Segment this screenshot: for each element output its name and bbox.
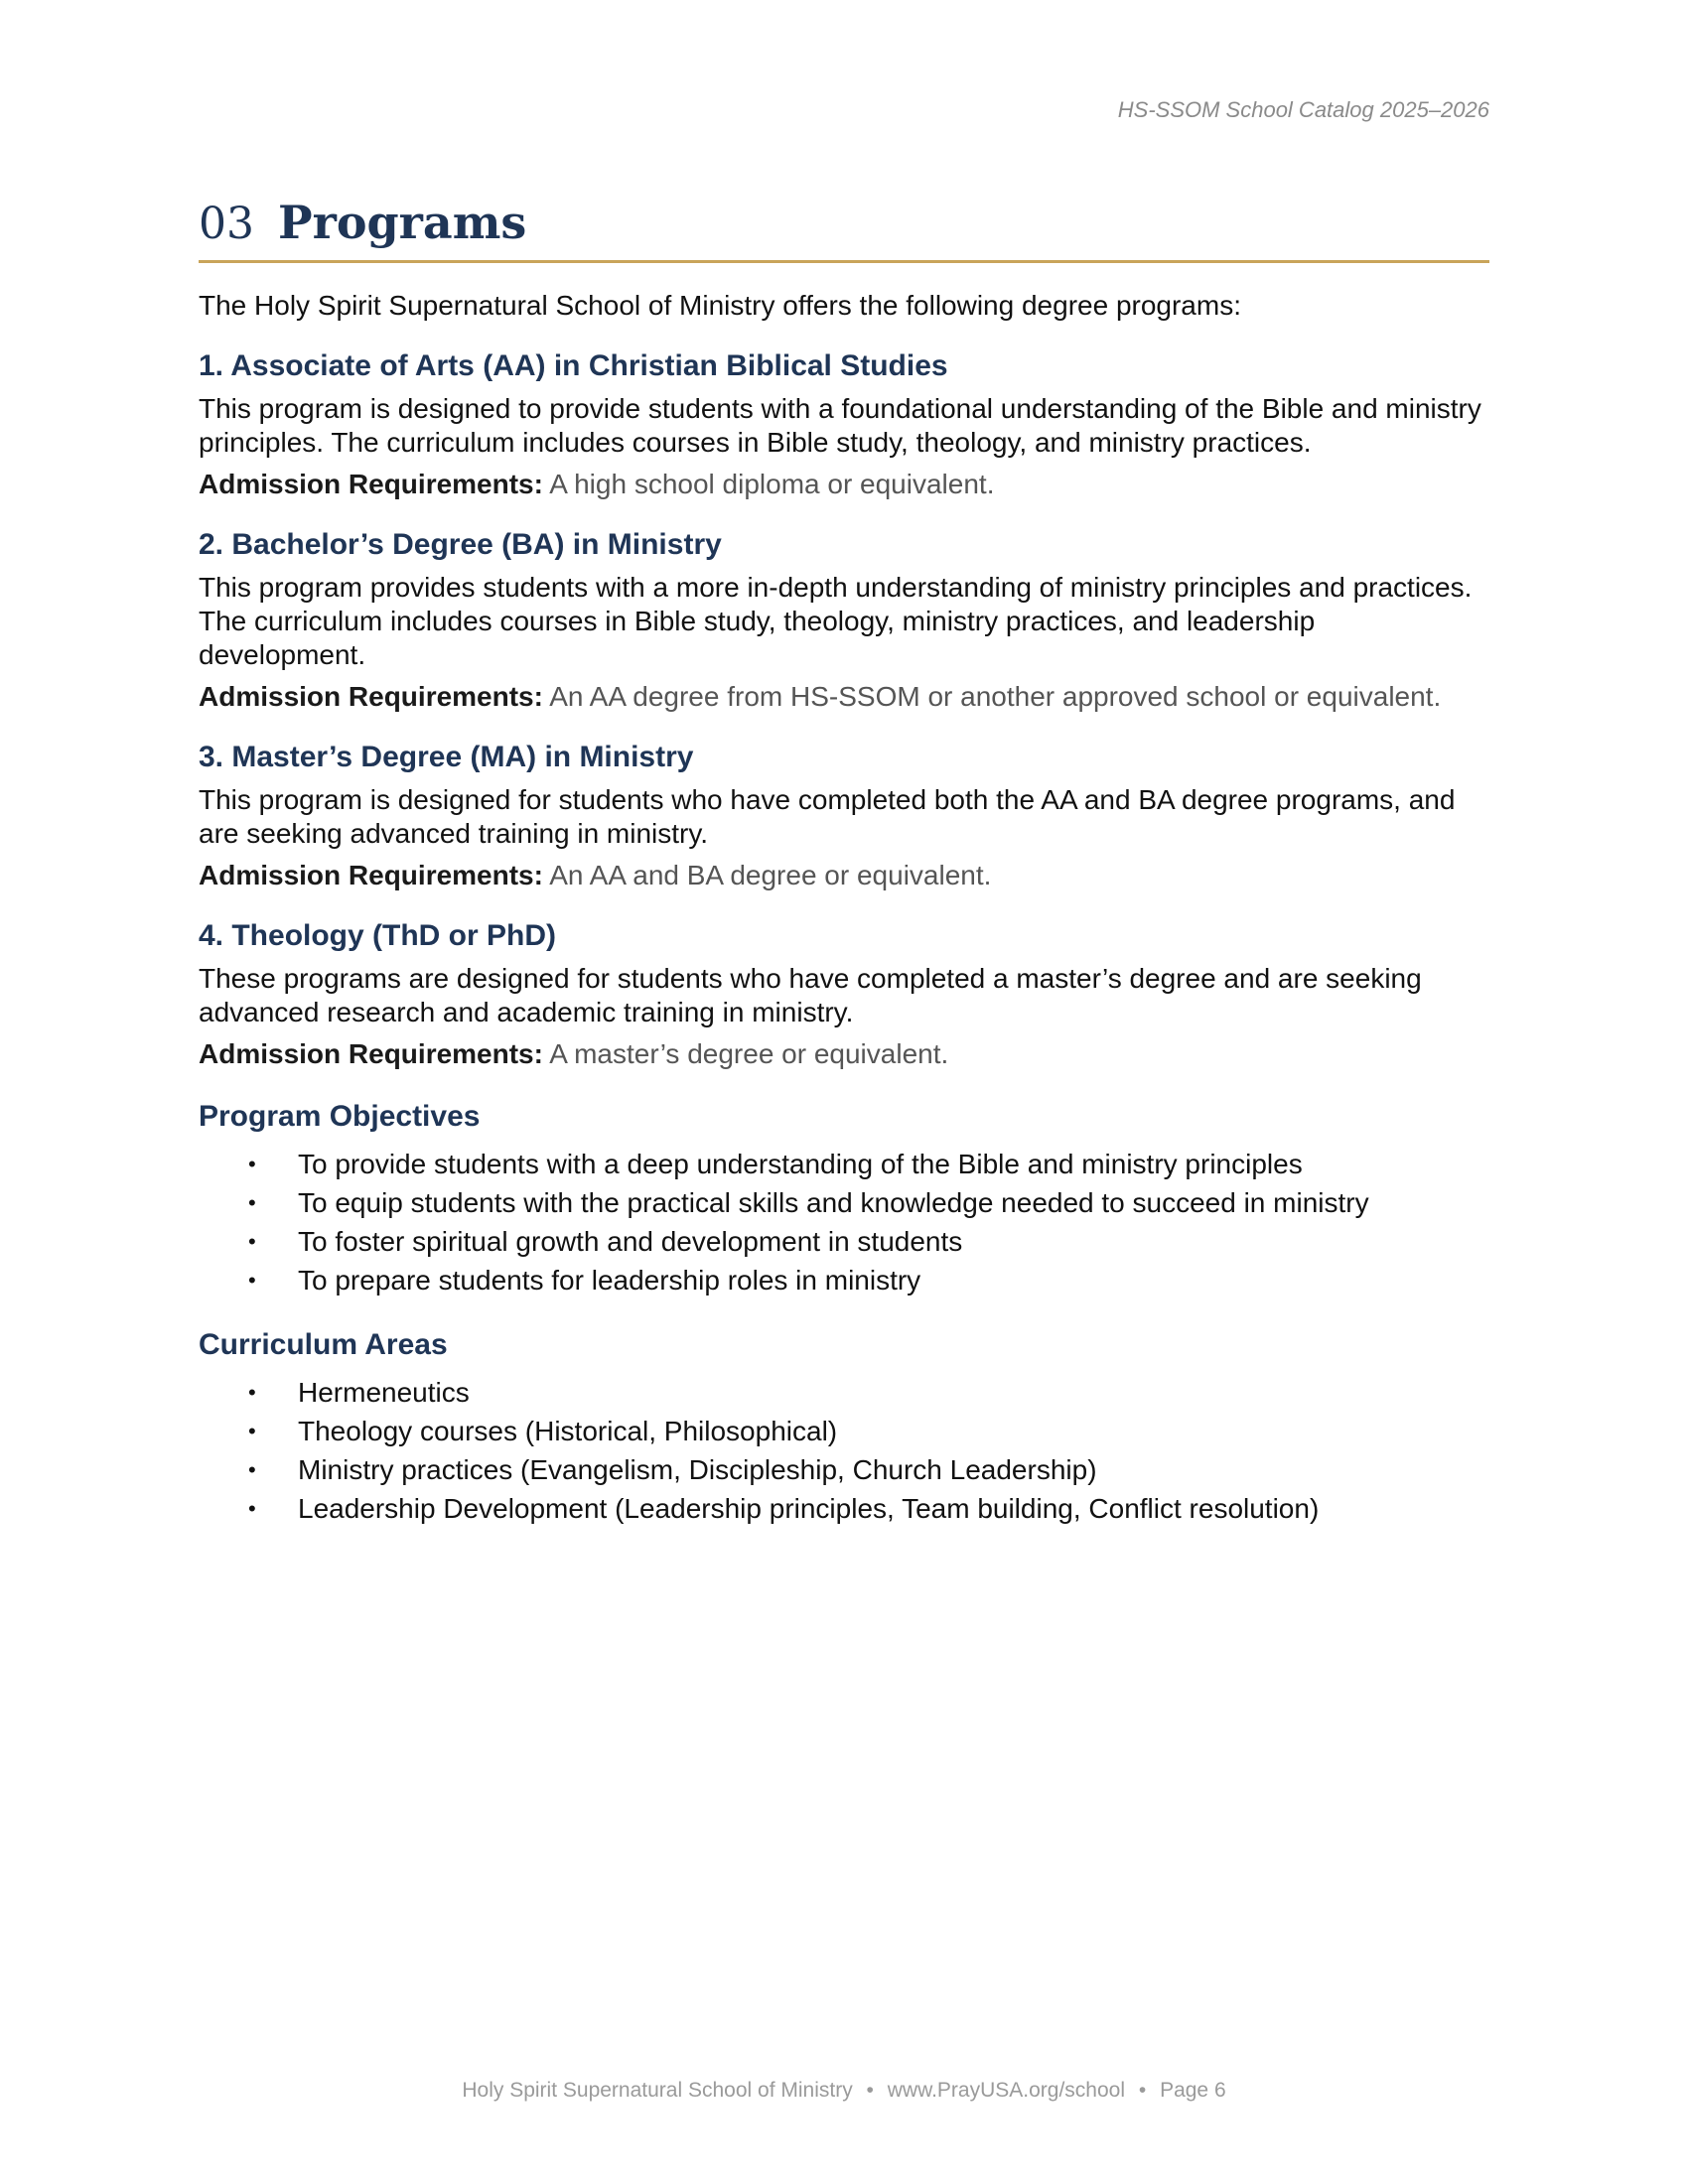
list-item-text: To provide students with a deep understanding of the Bible and ministry principles xyxy=(298,1149,1303,1179)
admission-label: Admission Requirements: xyxy=(199,469,543,499)
bullet-icon: • xyxy=(248,1380,256,1405)
admission-value: A master’s degree or equivalent. xyxy=(549,1038,949,1069)
list-item-text: To equip students with the practical skills and knowledge needed to succeed in ministry xyxy=(298,1187,1369,1218)
list-item-text: To foster spiritual growth and development in students xyxy=(298,1226,963,1257)
program-description: These programs are designed for students who have completed a master’s degree and are seeking advanced research and academic training in ministry. xyxy=(199,963,1422,1027)
admission-value: An AA and BA degree or equivalent. xyxy=(549,860,992,890)
list-item xyxy=(199,1489,1489,1528)
program-section xyxy=(199,527,1489,714)
program-section xyxy=(199,918,1489,1071)
page-content xyxy=(199,195,1489,1528)
page-footer xyxy=(0,2079,1688,2103)
footer-separator: • xyxy=(866,2079,874,2102)
objectives-title: Program Objectives xyxy=(199,1100,481,1133)
admission-requirements xyxy=(199,680,1489,714)
bullet-icon: • xyxy=(248,1419,256,1443)
bullet-icon: • xyxy=(248,1457,256,1482)
list-item xyxy=(199,1183,1489,1222)
program-title: 3. Master’s Degree (MA) in Ministry xyxy=(199,741,694,773)
program-description: This program provides students with a more in-depth understanding of ministry principles and practices. The curriculum includes courses in Bible study, theology, ministry practices, and leadership development. xyxy=(199,572,1473,670)
list-item xyxy=(199,1373,1489,1412)
list-item xyxy=(199,1222,1489,1261)
program-section xyxy=(199,740,1489,892)
admission-value: A high school diploma or equivalent. xyxy=(549,469,995,499)
program-title: 1. Associate of Arts (AA) in Christian Biblical Studies xyxy=(199,349,948,382)
chapter-heading xyxy=(199,195,1489,263)
list-item xyxy=(199,1450,1489,1489)
running-header: HS-SSOM School Catalog 2025–2026 xyxy=(1117,97,1489,122)
program-title: 4. Theology (ThD or PhD) xyxy=(199,919,556,952)
footer-url-link[interactable]: www.PrayUSA.org/school xyxy=(887,2079,1126,2102)
bullet-icon: • xyxy=(248,1152,256,1176)
bullet-icon: • xyxy=(248,1229,256,1254)
program-description: This program is designed for students who have completed both the AA and BA degree programs, and are seeking advanced training in ministry. xyxy=(199,784,1456,849)
list-item-text: Leadership Development (Leadership principles, Team building, Conflict resolution) xyxy=(298,1493,1320,1524)
program-title: 2. Bachelor’s Degree (BA) in Ministry xyxy=(199,528,722,561)
list-item-text: Hermeneutics xyxy=(298,1377,470,1408)
admission-requirements xyxy=(199,1037,1489,1071)
list-item-text: Ministry practices (Evangelism, Discipleship, Church Leadership) xyxy=(298,1454,1097,1485)
program-description: This program is designed to provide students with a foundational understanding of the Bible and ministry principles. The curriculum includes courses in Bible study, theology, and ministry practices. xyxy=(199,393,1481,458)
list-item-text: Theology courses (Historical, Philosophical) xyxy=(298,1416,838,1446)
admission-requirements xyxy=(199,468,1489,501)
admission-requirements xyxy=(199,859,1489,892)
list-item xyxy=(199,1412,1489,1450)
bullet-icon: • xyxy=(248,1268,256,1293)
chapter-number: 03 xyxy=(199,199,254,249)
admission-value: An AA degree from HS-SSOM or another approved school or equivalent. xyxy=(549,681,1442,712)
objectives-list xyxy=(199,1145,1489,1299)
objectives-section xyxy=(199,1099,1489,1299)
page-number: Page 6 xyxy=(1160,2079,1226,2102)
admission-label: Admission Requirements: xyxy=(199,860,543,890)
list-item-text: To prepare students for leadership roles in ministry xyxy=(298,1265,921,1296)
bullet-icon: • xyxy=(248,1496,256,1521)
chapter-title: Programs xyxy=(278,196,527,249)
footer-separator: • xyxy=(1138,2079,1147,2102)
curriculum-title: Curriculum Areas xyxy=(199,1328,448,1361)
list-item xyxy=(199,1261,1489,1299)
admission-label: Admission Requirements: xyxy=(199,681,543,712)
program-section xyxy=(199,348,1489,501)
curriculum-section xyxy=(199,1327,1489,1528)
bullet-icon: • xyxy=(248,1190,256,1215)
intro-paragraph: The Holy Spirit Supernatural School of Ministry offers the following degree programs: xyxy=(199,290,1241,321)
footer-school-name: Holy Spirit Supernatural School of Ministry xyxy=(462,2079,853,2102)
curriculum-list xyxy=(199,1373,1489,1528)
admission-label: Admission Requirements: xyxy=(199,1038,543,1069)
list-item xyxy=(199,1145,1489,1183)
